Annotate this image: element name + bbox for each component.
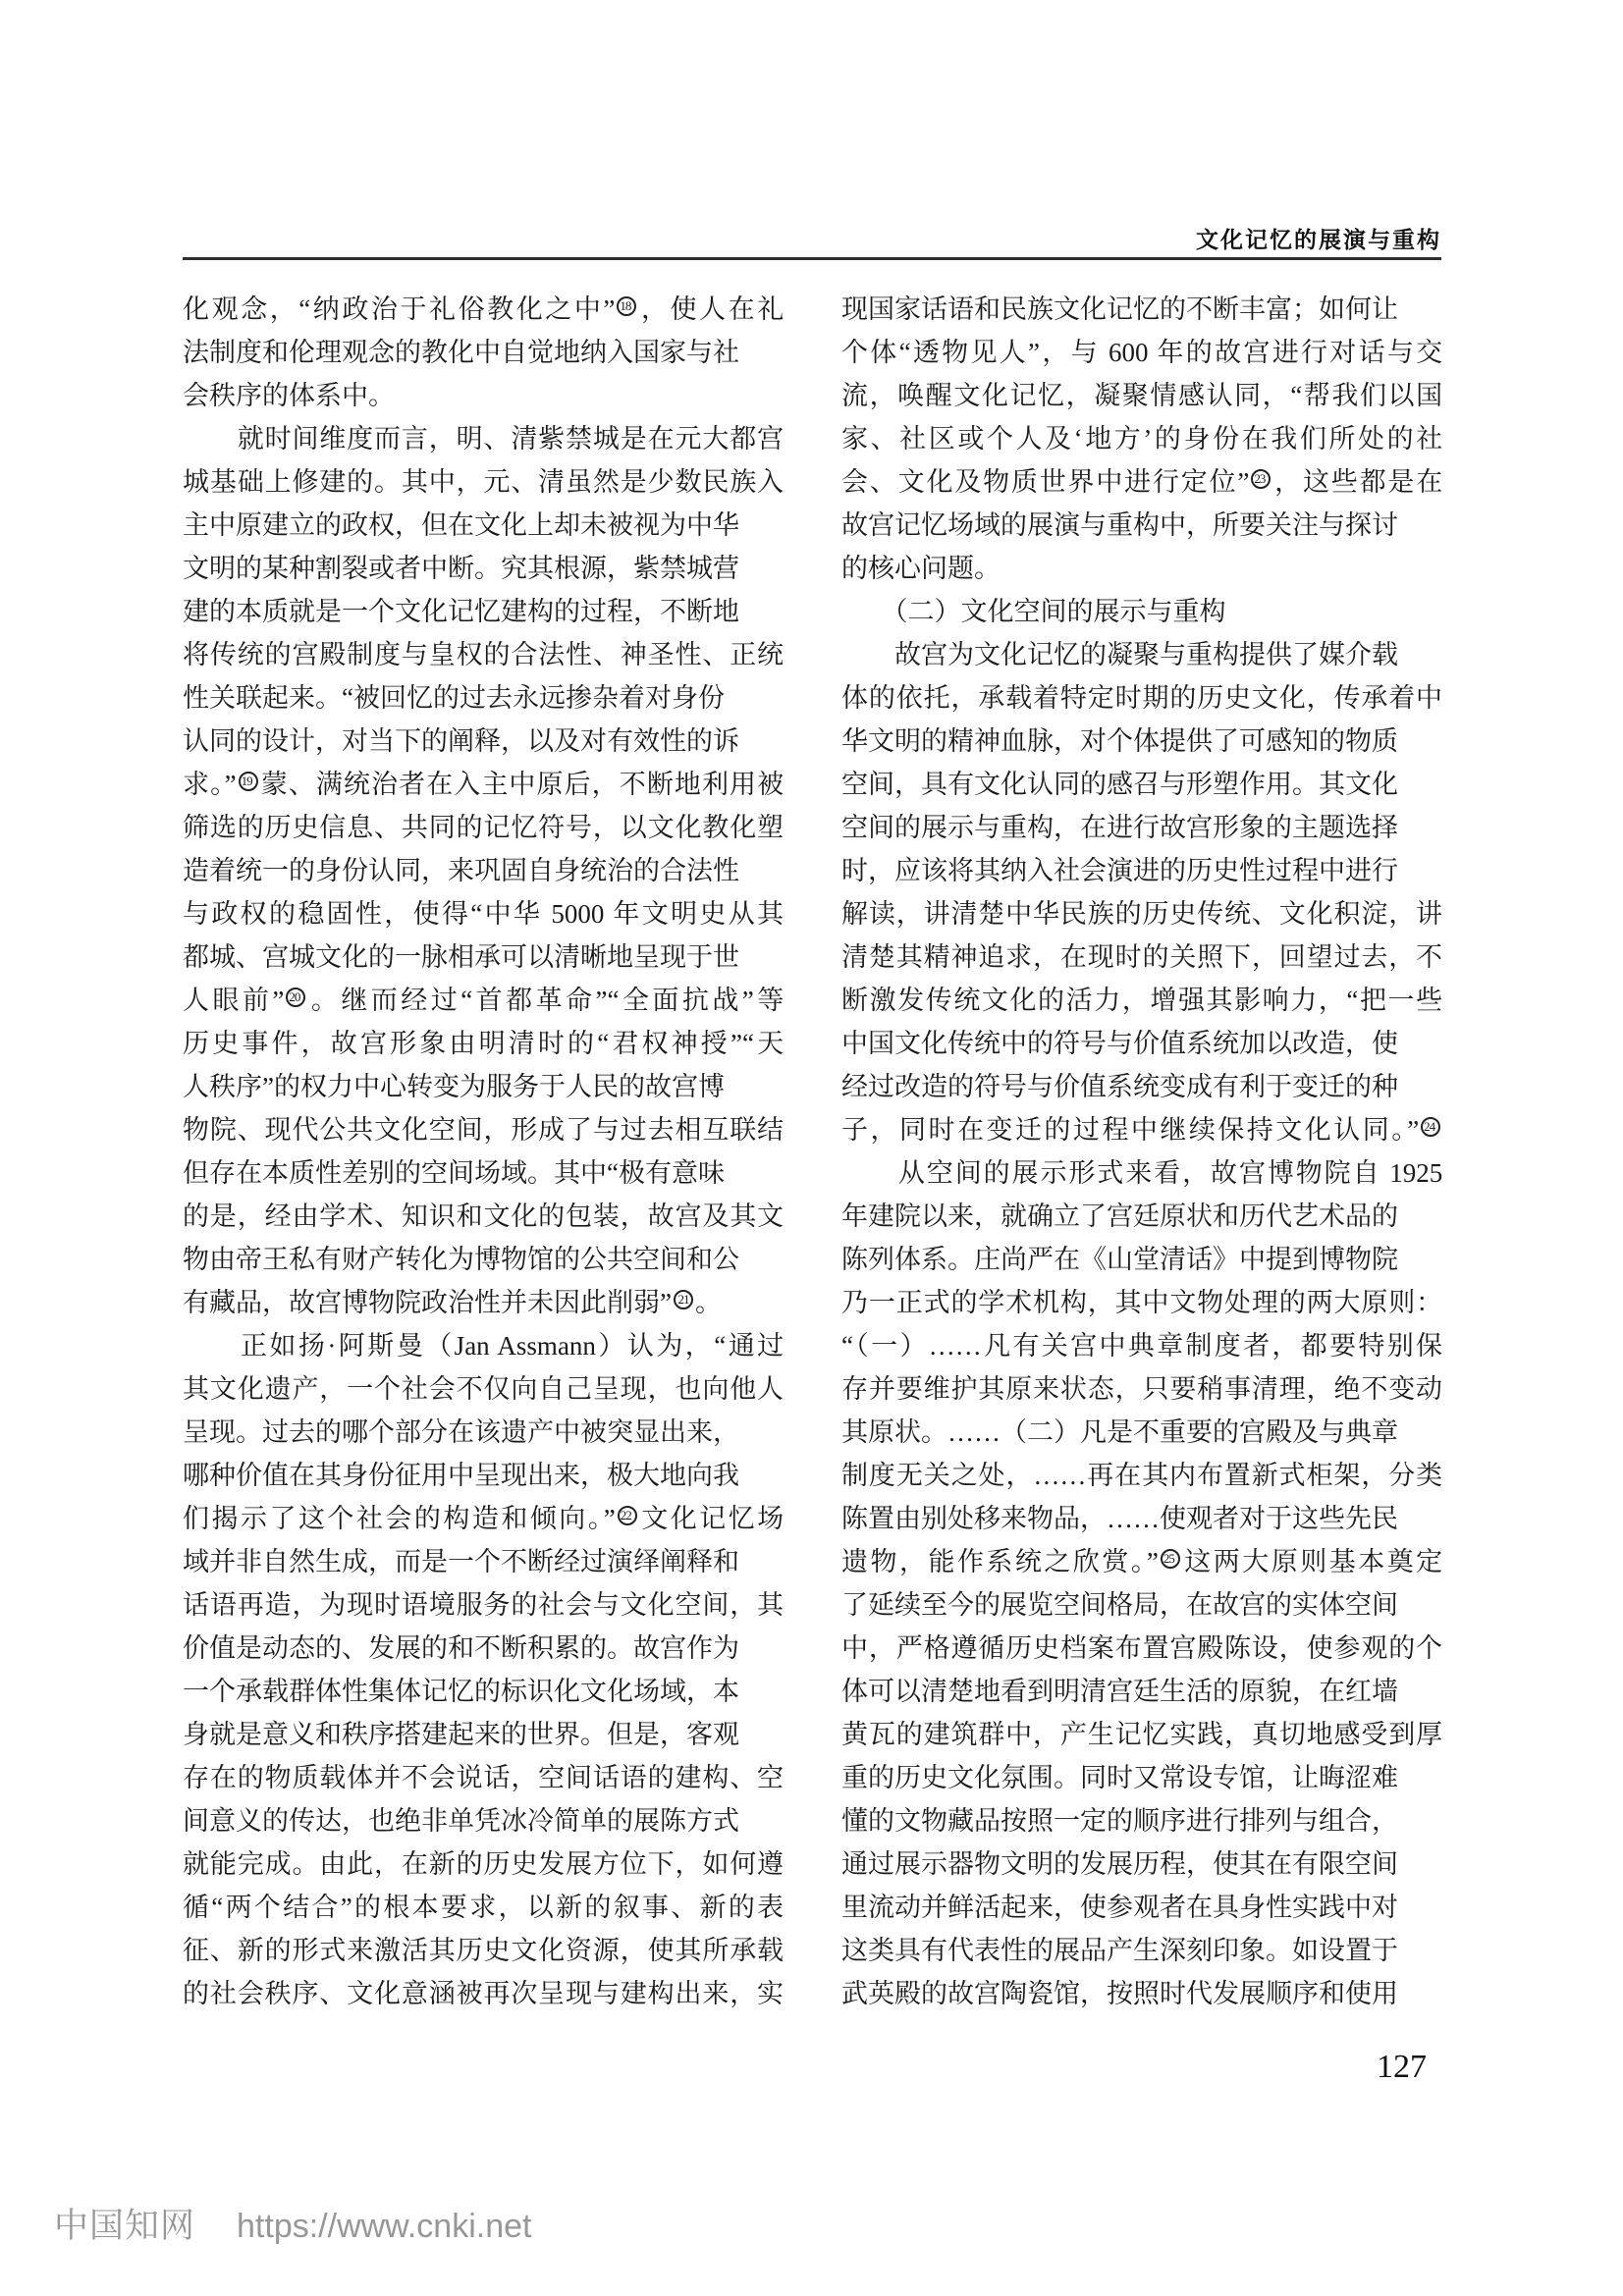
text-line: 造着统一的身份认同，来巩固自身统治的合法性	[183, 856, 739, 885]
text-line: 间意义的传达，也绝非单凭冰冷简单的展陈方式	[183, 1806, 739, 1836]
text-line: 但存在本质性差别的空间场域。其中“极有意味	[183, 1158, 725, 1188]
text-line: 城基础上修建的。其中，元、清虽然是少数民族入	[183, 467, 784, 497]
footnote-ref: 24	[1421, 1117, 1440, 1137]
footnote-ref: 20	[286, 988, 305, 1007]
text-line: 中，严格遵循历史档案布置宫殿陈设，使参观的个	[841, 1633, 1442, 1663]
text-line: 体可以清楚地看到明清宫廷生活的原貌，在红墙	[841, 1677, 1398, 1706]
text-line: 华文明的精神血脉，对个体提供了可感知的物质	[841, 726, 1398, 756]
text-line: 的是，经由学术、知识和文化的包装，故宫及其文	[183, 1201, 784, 1231]
text-line: 价值是动态的、发展的和不断积累的。故宫作为	[183, 1633, 739, 1663]
footnote-ref: 21	[674, 1290, 693, 1309]
text-line: 一个承载群体性集体记忆的标识化文化场域，本	[183, 1677, 739, 1706]
text-line: 其文化遗产，一个社会不仅向自己呈现，也向他人	[183, 1374, 784, 1404]
text-line: 哪种价值在其身份征用中呈现出来，极大地向我	[183, 1461, 739, 1490]
text-line: “（一）……凡有关宫中典章制度者，都要特别保	[841, 1331, 1442, 1361]
text-line: 正如扬·阿斯曼（Jan Assmann）认为，“通过	[240, 1331, 784, 1361]
text-line: 身就是意义和秩序搭建起来的世界。但是，客观	[183, 1720, 739, 1749]
watermark-brand: 中国知网	[54, 2207, 196, 2246]
text-line: 与政权的稳固性，使得“中华 5000 年文明史从其	[183, 899, 784, 929]
text-line: 解读，讲清楚中华民族的历史传统、文化积淀，讲	[841, 899, 1442, 929]
text-line: 子，同时在变迁的过程中继续保持文化认同。” $^{24}$	[841, 1108, 1442, 1151]
text-line: 筛选的历史信息、共同的记忆符号，以文化教化塑	[183, 813, 784, 842]
text-line: 就能完成。由此，在新的历史发展方位下，如何遵	[183, 1849, 784, 1879]
text-line: 建的本质就是一个文化记忆建构的过程，不断地	[183, 597, 739, 626]
text-line: 体的依托，承载着特定时期的历史文化，传承着中	[841, 683, 1442, 713]
text-line: 性关联起来。“被回忆的过去永远掺杂着对身份	[183, 683, 725, 713]
text-line: 物院、现代公共文化空间，形成了与过去相互联结	[183, 1115, 784, 1145]
text-line: 都城、宫城文化的一脉相承可以清晰地呈现于世	[183, 942, 739, 972]
text-line: 循“两个结合”的根本要求，以新的叙事、新的表	[183, 1893, 784, 1922]
text-line: 会秩序的体系中。	[183, 381, 395, 410]
text-line: 武英殿的故宫陶瓷馆，按照时代发展顺序和使用	[841, 1979, 1398, 2008]
text-line: 这类具有代表性的展品产生深刻印象。如设置于	[841, 1936, 1398, 1965]
text-line: 故宫记忆场域的展演与重构中，所要关注与探讨	[841, 510, 1398, 540]
text-line: 里流动并鲜活起来，使参观者在具身性实践中对	[841, 1893, 1398, 1922]
running-header-title: 文化记忆的展演与重构	[1196, 228, 1441, 253]
text-line: 文明的某种割裂或者中断。究其根源，紫禁城营	[183, 554, 739, 583]
header-rule	[183, 257, 1441, 260]
text-line: 家、社区或个人及‘地方’的身份在我们所处的社	[841, 424, 1442, 454]
text-line: 空间的展示与重构，在进行故宫形象的主题选择	[841, 813, 1398, 842]
right-column	[841, 288, 1442, 2015]
text-line: 话语再造，为现时语境服务的社会与文化空间，其	[183, 1590, 784, 1620]
watermark-url: https://www.cnki.net	[237, 2208, 532, 2245]
text-line: 的社会秩序、文化意涵被再次呈现与建构出来，实	[183, 1979, 784, 2008]
text-line: 黄瓦的建筑群中，产生记忆实践，真切地感受到厚	[841, 1720, 1442, 1749]
text-line: 有藏品，故宫博物院政治性并未因此削弱” $^{21}$ 。	[183, 1288, 722, 1317]
text-line: 故宫为文化记忆的凝聚与重构提供了媒介载	[894, 640, 1398, 669]
text-line: 制度无关之处，……再在其内布置新式柜架，分类	[841, 1461, 1442, 1490]
footnote-ref: 23	[1251, 469, 1271, 489]
text-line: 从空间的展示形式来看，故宫博物院自 1925	[897, 1158, 1442, 1188]
text-line: 求。” $^{19}$ 蒙、满统治者在入主中原后，不断地利用被	[183, 770, 784, 799]
text-line: 物由帝王私有财产转化为博物馆的公共空间和公	[183, 1245, 739, 1274]
text-line: （二）文化空间的展示与重构	[894, 597, 1226, 626]
text-line: 历史事件，故宫形象由明清时的“君权神授”“天	[183, 1029, 784, 1058]
text-line: 空间，具有文化认同的感召与形塑作用。其文化	[841, 770, 1398, 799]
text-line: 乃一正式的学术机构，其中文物处理的两大原则：	[841, 1288, 1442, 1317]
text-line: 人眼前” $^{20}$ 。继而经过“首都革命”“全面抗战”等	[183, 986, 784, 1015]
text-line: 人秩序”的权力中心转变为服务于人民的故宫博	[183, 1072, 725, 1101]
text-line: 经过改造的符号与价值系统变成有利于变迁的种	[841, 1072, 1398, 1101]
text-line: 中国文化传统中的符号与价值系统加以改造，使	[841, 1029, 1398, 1058]
text-line: 呈现。过去的哪个部分在该遗产中被突显出来，	[183, 1417, 739, 1447]
text-line: 现国家话语和民族文化记忆的不断丰富；如何让	[841, 294, 1398, 324]
footnote-ref: 25	[1161, 1549, 1180, 1569]
text-line: 们揭示了这个社会的构造和倾向。” $^{22}$ 文化记忆场	[183, 1504, 784, 1533]
text-line: 征、新的形式来激活其历史文化资源，使其所承载	[183, 1936, 784, 1965]
text-line: 主中原建立的政权，但在文化上却未被视为中华	[183, 510, 739, 540]
footnote-ref: 19	[239, 772, 258, 791]
text-line: 的核心问题。	[841, 554, 1001, 583]
text-line: 其原状。……（二）凡是不重要的宫殿及与典章	[841, 1417, 1398, 1447]
text-line: 重的历史文化氛围。同时又常设专馆，让晦涩难	[841, 1763, 1398, 1792]
left-column	[183, 288, 784, 2015]
text-line: 清楚其精神追求，在现时的关照下，回望过去，不	[841, 942, 1442, 972]
text-line: 陈列体系。庄尚严在《山堂清话》中提到博物院	[841, 1245, 1398, 1274]
text-line: 通过展示器物文明的发展历程，使其在有限空间	[841, 1849, 1398, 1879]
text-line: 了延续至今的展览空间格局，在故宫的实体空间	[841, 1590, 1398, 1620]
text-line: 化观念，“纳政治于礼俗教化之中” $^{18}$ ，使人在礼	[183, 294, 784, 324]
text-line: 会、文化及物质世界中进行定位” $^{23}$ ，这些都是在	[841, 467, 1442, 497]
text-line: 个体“透物见人”，与 600 年的故宫进行对话与交	[841, 338, 1442, 367]
text-line: 存并要维护其原来状态，只要稍事清理，绝不变动	[841, 1374, 1442, 1404]
text-line: 域并非自然生成，而是一个不断经过演绎阐释和	[183, 1547, 739, 1576]
text-line: 法制度和伦理观念的教化中自觉地纳入国家与社	[183, 338, 739, 367]
text-line: 将传统的宫殿制度与皇权的合法性、神圣性、正统	[183, 640, 784, 669]
text-line: 存在的物质载体并不会说话，空间话语的建构、空	[183, 1763, 784, 1792]
text-line: 时，应该将其纳入社会演进的历史性过程中进行	[841, 856, 1398, 885]
text-line: 就时间维度而言，明、清紫禁城是在元大都宫	[237, 424, 784, 454]
text-line: 陈置由别处移来物品，……使观者对于这些先民	[841, 1504, 1398, 1533]
text-line: 懂的文物藏品按照一定的顺序进行排列与组合，	[841, 1806, 1398, 1836]
text-line: 年建院以来，就确立了宫廷原状和历代艺术品的	[841, 1201, 1398, 1231]
footnote-ref: 18	[617, 296, 636, 316]
page-number: 127	[1377, 2049, 1427, 2085]
text-line: 断激发传统文化的活力，增强其影响力，“把一些	[841, 986, 1442, 1015]
text-line: 遗物，能作系统之欣赏。” $^{25}$ 这两大原则基本奠定	[841, 1547, 1442, 1576]
footnote-ref: 22	[618, 1506, 637, 1525]
text-line: 流，唤醒文化记忆，凝聚情感认同，“帮我们以国	[841, 381, 1442, 410]
body-columns	[183, 288, 1442, 2015]
watermark	[54, 2199, 531, 2248]
text-line: 认同的设计，对当下的阐释，以及对有效性的诉	[183, 726, 739, 756]
